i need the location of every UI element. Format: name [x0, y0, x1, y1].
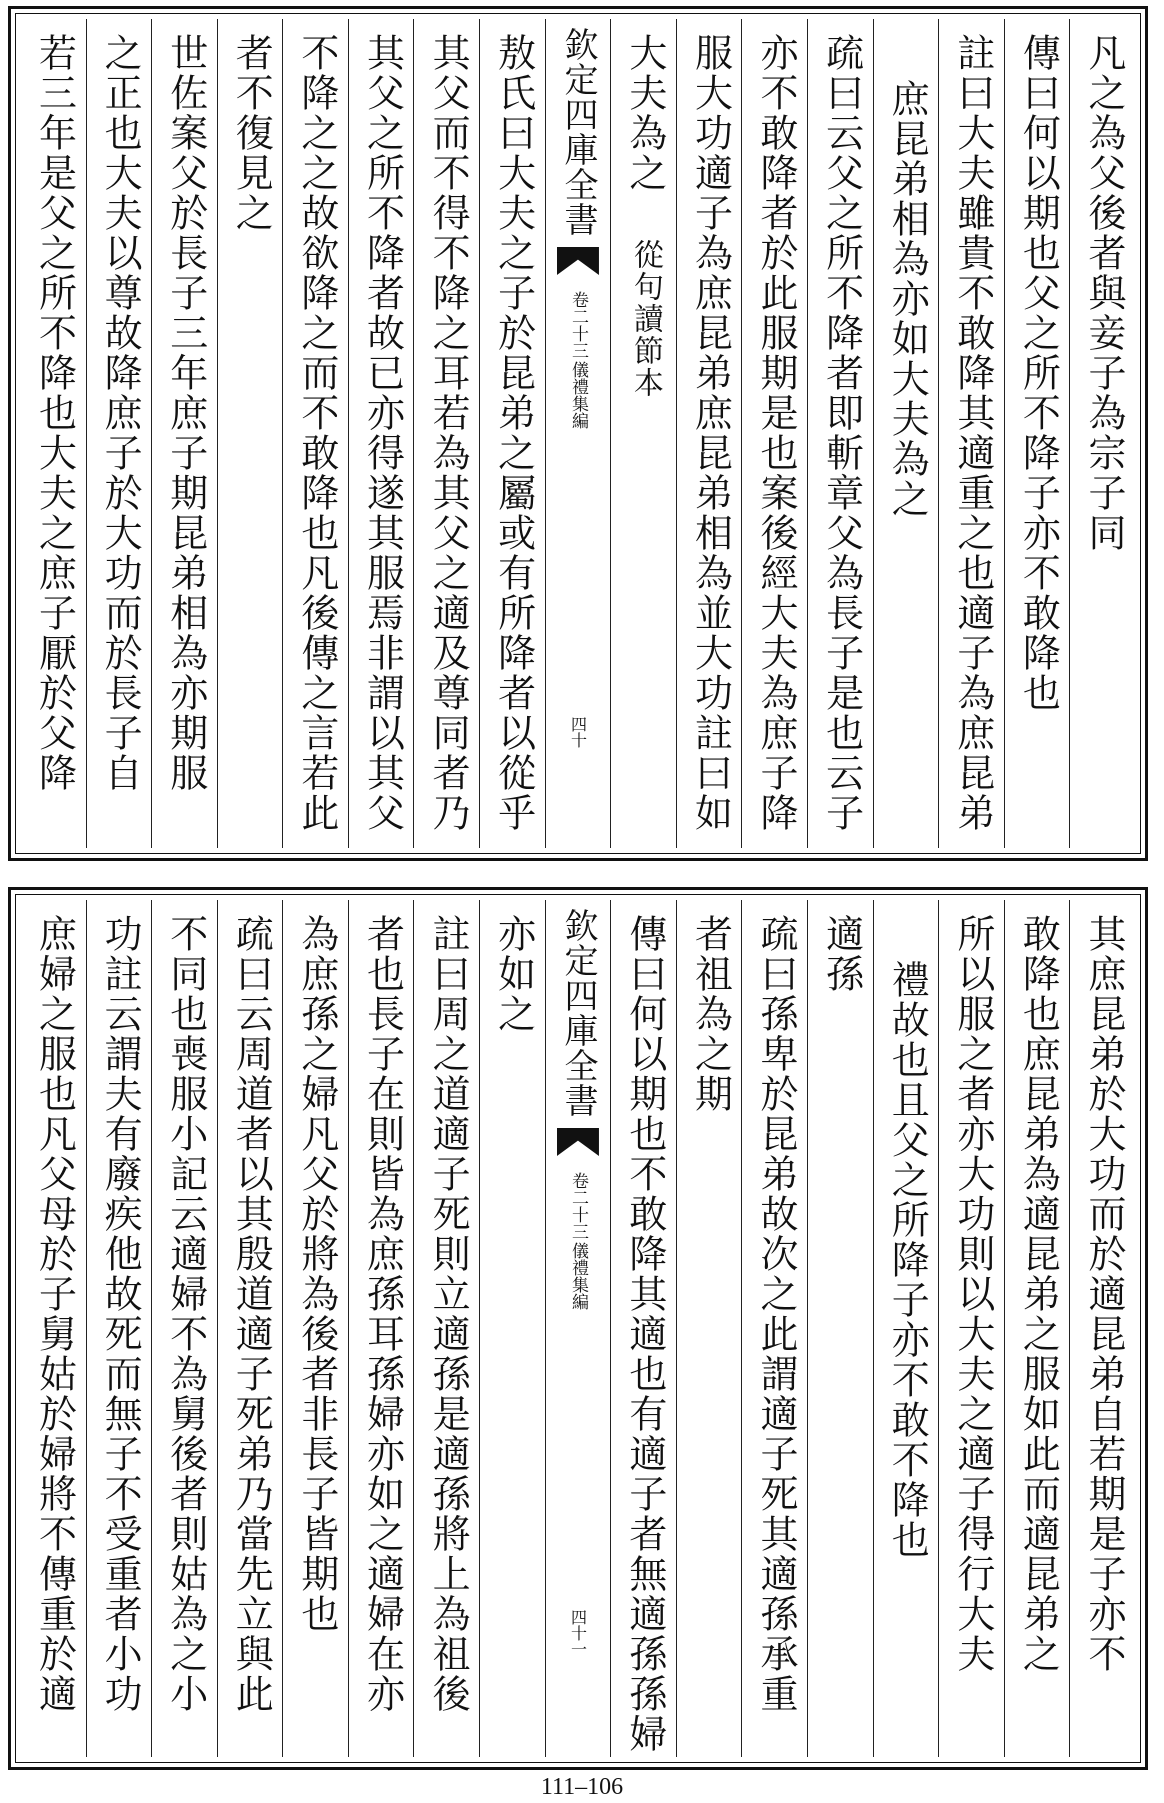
text-column: 之正也大夫以尊故降庶子於大功而於長子自: [86, 19, 152, 848]
folio-number: 四十一: [568, 1609, 588, 1657]
fishtail-ornament-icon: [557, 247, 599, 275]
center-fold-column: [545, 900, 611, 1757]
text-column: 其父而不得不降之耳若為其父之適及尊同者乃: [413, 19, 479, 848]
book-title: 欽定四庫全書: [557, 27, 598, 237]
chapter-label: 儀禮集編 卷二十三: [567, 1172, 588, 1310]
text-column: 者不復見之: [217, 19, 283, 848]
text-column: 傳曰何以期也不敢降其適也有適子者無適孫孫婦: [610, 900, 676, 1757]
book-title: 欽定四庫全書: [557, 908, 598, 1118]
text-column: 凡之為父後者與妾子為宗子同: [1069, 19, 1135, 848]
text-column: 者也長子在則皆為庶孫耳孫婦亦如之適婦在亦: [348, 900, 414, 1757]
text-column: 若三年是父之所不降也大夫之庶子厭於父降: [32, 33, 77, 793]
page-number: 111–106: [540, 1774, 624, 1800]
top-page: [8, 6, 1148, 861]
text-column: 服大功適子為庶昆弟庶昆弟相為並大功註曰如: [676, 19, 742, 848]
text-column: 其父之所不降者故已亦得遂其服焉非謂以其父: [348, 19, 414, 848]
text-column: 敢降也庶昆弟為適昆弟之服如此而適昆弟之: [1004, 900, 1070, 1757]
text-column: 註曰周之道適子死則立適孫是適孫將上為祖後: [413, 900, 479, 1757]
bottom-text-columns: [21, 900, 1135, 1757]
text-column: 疏曰孫卑於昆弟故次之此謂適子死其適孫承重: [741, 900, 807, 1757]
text-column: 敖氏曰大夫之子於昆弟之屬或有所降者以從乎: [479, 19, 545, 848]
bottom-page: [8, 887, 1148, 1770]
text-column: 不降之之故欲降之而不敢降也凡後傳之言若此: [282, 19, 348, 848]
text-column: 亦如之: [479, 900, 545, 1757]
text-column: 註曰大夫雖貴不敢降其適重之也適子為庶昆弟: [938, 19, 1004, 848]
top-text-columns: [21, 19, 1135, 848]
text-column-with-note: [610, 19, 676, 848]
text-column: 功註云謂夫有廢疾他故死而無子不受重者小功: [86, 900, 152, 1757]
text-column: 者祖為之期: [676, 900, 742, 1757]
text-column: 禮故也且父之所降子亦不敢不降也: [873, 900, 939, 1757]
text-column: 為庶孫之婦凡父於將為後者非長子皆期也: [282, 900, 348, 1757]
text-column: 其庶昆弟於大功而於適昆弟自若期是子亦不: [1069, 900, 1135, 1757]
small-note: 從句讀節本: [627, 239, 663, 399]
text-column: 不同也喪服小記云適婦不為舅後者則姑為之小: [151, 900, 217, 1757]
center-fold-column: [545, 19, 611, 848]
folio-number: 四十: [568, 716, 588, 748]
text-column: 亦不敢降者於此服期是也案後經大夫為庶子降: [741, 19, 807, 848]
text-column: 庶昆弟相為亦如大夫為之: [873, 19, 939, 848]
text-column: 疏曰云父之所不降者即斬章父為長子是也云子: [807, 19, 873, 848]
text-column: 傳曰何以期也父之所不降子亦不敢降也: [1004, 19, 1070, 848]
fishtail-ornament-icon: [557, 1128, 599, 1156]
text-column: 庶婦之服也凡父母於子舅姑於婦將不傳重於適: [32, 914, 77, 1714]
section-heading: 適孫: [807, 900, 873, 1757]
text-column: 疏曰云周道者以其殷道適子死弟乃當先立與此: [217, 900, 283, 1757]
text-column: 世佐案父於長子三年庶子期昆弟相為亦期服: [151, 19, 217, 848]
text-fragment: 大夫為之: [622, 33, 667, 193]
chapter-label: 儀禮集編 卷二十三: [567, 291, 588, 429]
text-column: 所以服之者亦大功則以大夫之適子得行大夫: [938, 900, 1004, 1757]
